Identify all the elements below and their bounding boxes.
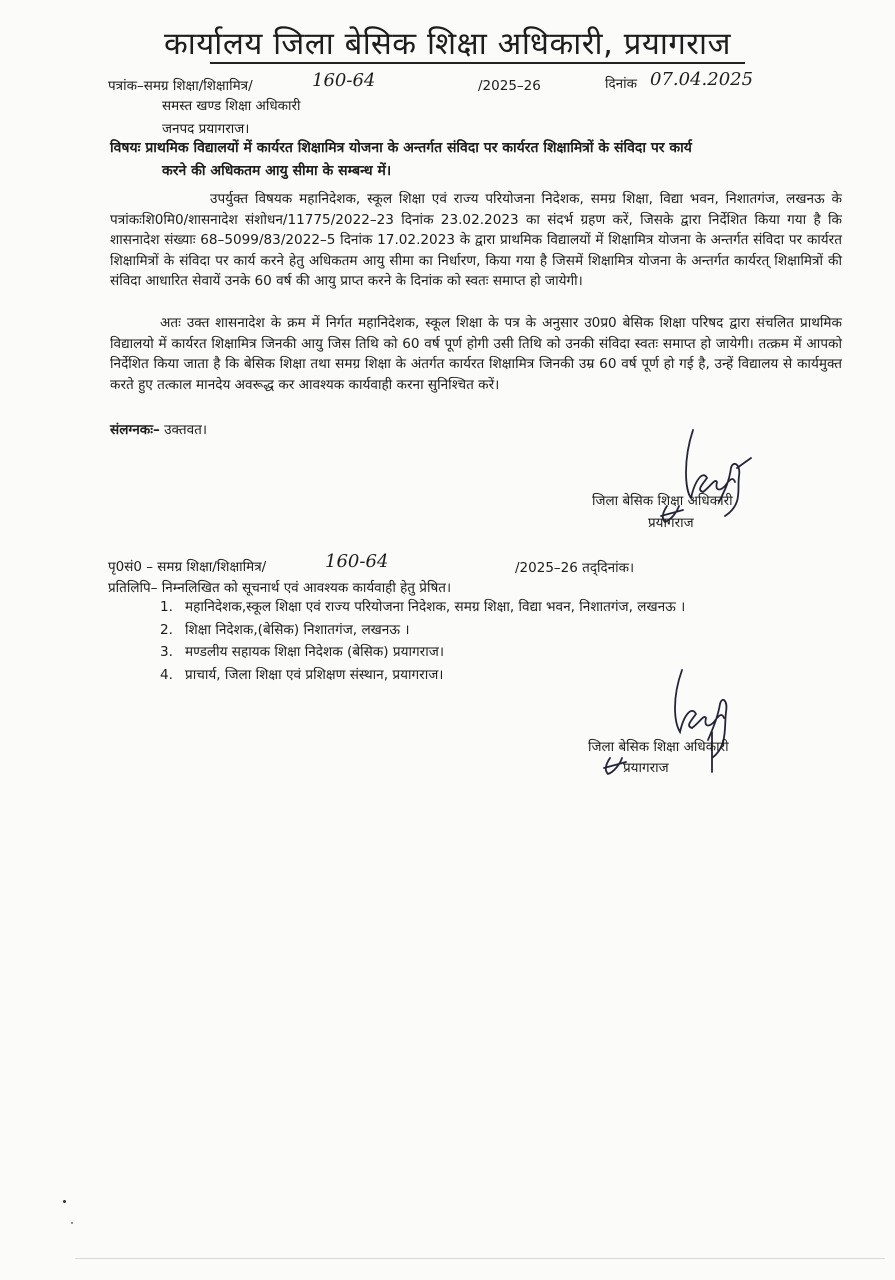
signature-1-place: प्रयागराज bbox=[648, 515, 694, 531]
signature-2-scribble bbox=[600, 662, 740, 782]
list-item: 2. शिक्षा निदेशक,(बेसिक) निशातगंज, लखनऊ । bbox=[160, 621, 410, 638]
body-paragraph-1-text: उपर्युक्त विषयक महानिदेशक, स्कूल शिक्षा एवं राज्य परियोजना निदेशक, समग्र शिक्षा, विद्या भवन, निशातगंज, लखनऊ के पत्रांकःशि0मि0/शासनादेश संशोधन/11775/2022–23 दिनांक 23.02.2023 का संदर्भ ग्रहण करें, जिसके द्वारा निर्देशित किया गया है कि शासनादेश संख्याः 68–5099/83/2022–5 दिनांक 17.02.2023 के द्वारा प्राथमिक विद्यालयों में शिक्षामित्र योजना के अन्तर्गत संविदा पर कार्यरत शिक्षामित्रों के संविदा पर कार्य करने हेतु अधिकतम आयु सीमा का निर्धारण, किया गया है जिसमें शिक्षामित्र योजना के अन्तर्गत कार्यरत् शिक्षामित्रों की संविदा आधारित सेवायें उनके 60 वर्ष की आयु प्राप्त करने के दिनांक को स्वतः समाप्त हो जायेगी। bbox=[110, 191, 842, 290]
date-value: 07.04.2025 bbox=[650, 69, 754, 90]
addressee-line2: जनपद प्रयागराज। bbox=[162, 121, 250, 137]
date-label: दिनांक bbox=[605, 76, 638, 92]
list-item: 1. महानिदेशक,स्कूल शिक्षा एवं राज्य परियोजना निदेशक, समग्र शिक्षा, विद्या भवन, निशातगंज, लखनऊ । bbox=[160, 599, 686, 615]
page-title: कार्यालय जिला बेसिक शिक्षा अधिकारी, प्रयागराज bbox=[163, 26, 732, 62]
patrank-prefix: पत्रांक–समग्र शिक्षा/शिक्षामित्र/ bbox=[108, 78, 253, 94]
addressee-line1: समस्त खण्ड शिक्षा अधिकारी bbox=[162, 98, 301, 114]
enclosure-label: संलग्नकः– bbox=[110, 422, 160, 438]
signature-1-title: जिला बेसिक शिक्षा अधिकारी bbox=[592, 493, 733, 509]
title-underline bbox=[210, 62, 745, 64]
list-item: 3. मण्डलीय सहायक शिक्षा निदेशक (बेसिक) प्रयागराज। bbox=[160, 644, 444, 660]
subject-line1: विषयः प्राथमिक विद्यालयों में कार्यरत शिक्षामित्र योजना के अन्तर्गत संविदा पर कार्यरत शिक्षामित्रों के संविदा पर कार्य bbox=[110, 140, 692, 156]
body-paragraph-2 bbox=[110, 313, 842, 395]
enclosure-value: उक्तवत। bbox=[164, 422, 208, 438]
copy-intro: प्रतिलिपि– निम्नलिखित को सूचनार्थ एवं आवश्यक कार्यवाही हेतु प्रेषित। bbox=[108, 580, 452, 596]
patrank-year: /2025–26 bbox=[478, 78, 541, 94]
copy-ref-suffix: /2025–26 तद्‌दिनांक। bbox=[515, 560, 635, 576]
body-paragraph-2-text: अतः उक्त शासनादेश के क्रम में निर्गत महानिदेशक, स्कूल शिक्षा के पत्र के अनुसार उ0प्र0 बेसिक शिक्षा परिषद द्वारा संचलित प्राथमिक विद्यालयो में कार्यरत शिक्षामित्र जिनकी आयु जिस तिथि को 60 वर्ष पूर्ण होगी उसी तिथि को उनकी संविदा स्वतः समाप्त हो जायेगी। तत्क्रम में आपको निर्देशित किया जाता है कि बेसिक शिक्षा तथा समग्र शिक्षा के अंतर्गत कार्यरत शिक्षामित्र जिनकी उम्र 60 वर्ष पूर्ण हो गई है, उन्हें विद्यालय से कार्यमुक्त करते हुए तत्काल मानदेय अवरूद्ध कर आवश्यक कार्यवाही करना सुनिश्चित करें। bbox=[110, 315, 842, 393]
scan-speck bbox=[71, 1222, 73, 1224]
copy-ref-number: 160-64 bbox=[325, 551, 389, 572]
body-paragraph-1 bbox=[110, 189, 842, 292]
signature-2-title: जिला बेसिक शिक्षा अधिकारी bbox=[588, 739, 729, 755]
signature-2-place: प्रयागराज bbox=[623, 760, 669, 776]
enclosure bbox=[110, 419, 207, 438]
patrank-number: 160-64 bbox=[312, 70, 376, 91]
subject-line2: करने की अधिकतम आयु सीमा के सम्बन्ध में। bbox=[162, 163, 392, 179]
page-edge-line bbox=[75, 1258, 885, 1259]
list-item: 4. प्राचार्य, जिला शिक्षा एवं प्रशिक्षण संस्थान, प्रयागराज। bbox=[160, 666, 444, 683]
scan-speck bbox=[63, 1200, 66, 1203]
copy-ref-prefix: पृ0सं0 – समग्र शिक्षा/शिक्षामित्र/ bbox=[108, 559, 267, 575]
